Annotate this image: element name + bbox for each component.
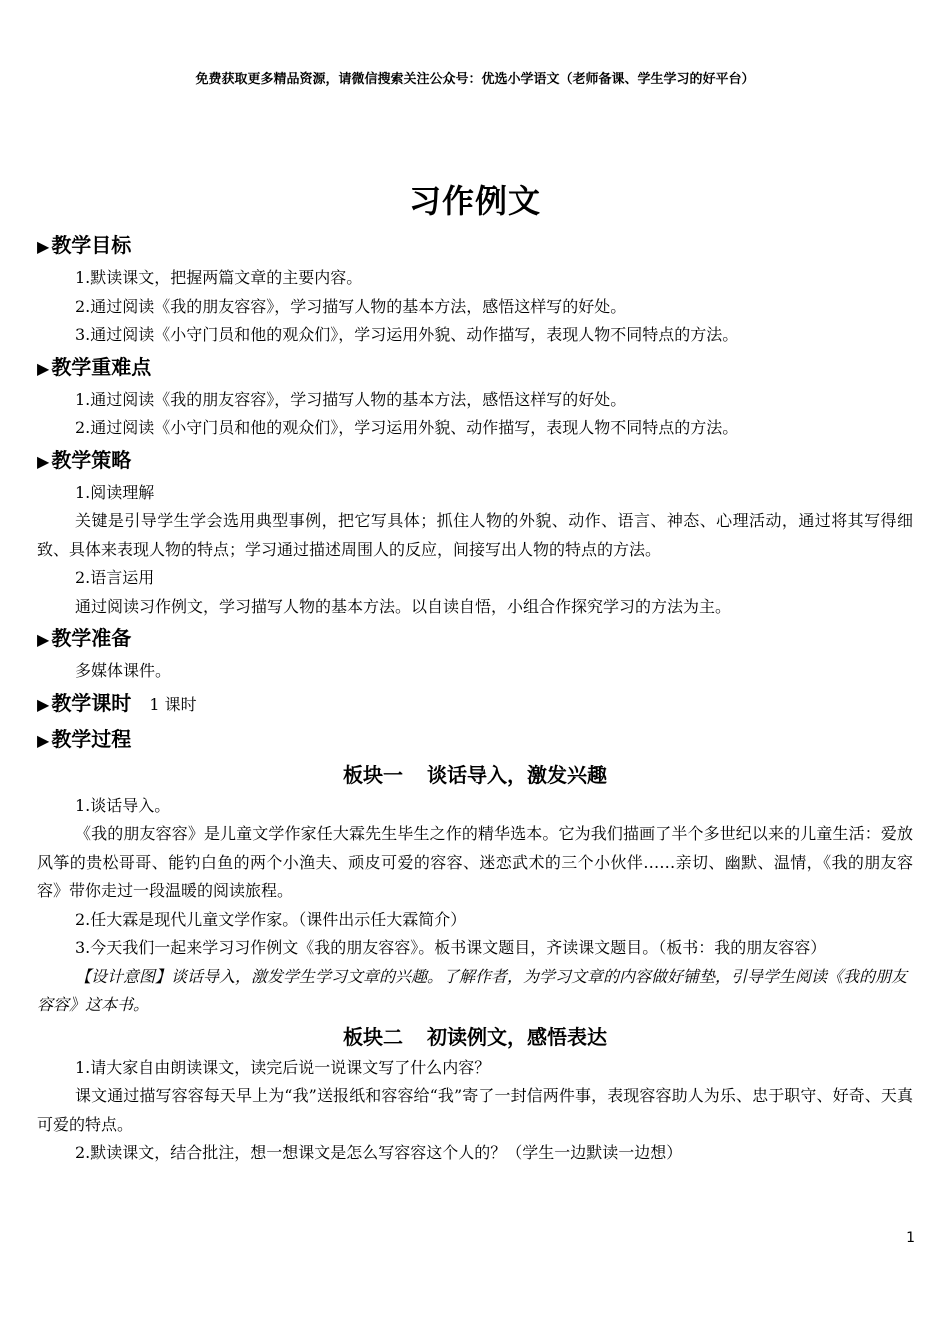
- triangle-bullet-icon: ▶: [37, 694, 50, 714]
- design-intent: 【设计意图】谈话导入，激发学生学习文章的兴趣。了解作者，为学习文章的内容做好铺垫，引导学生阅读《我的朋友容容》这本书。: [37, 966, 908, 1014]
- preparation-text: 多媒体课件。: [75, 661, 172, 680]
- triangle-bullet-icon: ▶: [37, 237, 50, 256]
- strategy-paragraph: 通过阅读习作例文，学习描写人物的基本方法。以自读自悟，小组合作探究学习的方法为主。: [75, 596, 732, 616]
- objective-item: 1.默读课文，把握两篇文章的主要内容。: [75, 268, 363, 287]
- objective-item: 3.通过阅读《小守门员和他的观众们》，学习运用外貌、动作描写，表现人物不同特点的方法。: [75, 325, 739, 344]
- key-point-item: 1.通过阅读《我的朋友容容》，学习描写人物的基本方法，感悟这样写的好处。: [75, 389, 627, 409]
- heading-text: 教学重难点: [51, 354, 152, 379]
- process-paragraph: 课文通过描写容容每天早上为“我”送报纸和容容给“我”寄了一封信两件事，表现容容助人为乐、忠于职守、好奇、天真可爱的特点。: [37, 1086, 913, 1134]
- section-heading-duration: [37, 686, 913, 722]
- section-heading-objectives: [37, 228, 913, 264]
- block-name: 谈话导入，激发兴趣: [427, 762, 607, 787]
- triangle-bullet-icon: ▶: [37, 730, 50, 750]
- heading-text: 教学课时: [51, 690, 132, 715]
- heading-text: 教学策略: [51, 447, 132, 472]
- heading-text: 教学准备: [51, 626, 132, 650]
- header-banner: 免费获取更多精品资源，请微信搜索关注公众号：优选小学语文（老师备课、学生学习的好平台）: [195, 72, 755, 87]
- strategy-item: 1.阅读理解: [75, 482, 155, 502]
- block-name: 初读例文，感悟表达: [427, 1024, 607, 1049]
- section-heading-preparation: [37, 621, 913, 657]
- block-heading-2: [37, 1020, 913, 1054]
- process-paragraph: 3.今天我们一起来学习习作例文《我的朋友容容》。板书课文题目，齐读课文题目。（板书：我的朋友容容）: [75, 938, 827, 957]
- triangle-bullet-icon: ▶: [37, 451, 50, 471]
- strategy-paragraph: 关键是引导学生学会选用典型事例，把它写具体；抓住人物的外貌、动作、语言、神态、心理活动，通过将其写得细致、具体来表现人物的特点；学习通过描述周围人的反应，间接写出人物的特点的方法。: [37, 511, 913, 559]
- page-number: 1: [906, 1230, 915, 1246]
- block-label: 板块二: [343, 1024, 403, 1049]
- section-heading-process: [37, 722, 913, 758]
- block-label: 板块一: [343, 762, 403, 787]
- page-title: 习作例文: [408, 182, 541, 220]
- duration-value: 1 课时: [149, 694, 197, 714]
- objective-item: 2.通过阅读《我的朋友容容》，学习描写人物的基本方法，感悟这样写的好处。: [75, 296, 627, 316]
- strategy-item: 2.语言运用: [75, 568, 155, 587]
- triangle-bullet-icon: ▶: [37, 358, 50, 378]
- process-paragraph: 1.请大家自由朗读课文，读完后说一说课文写了什么内容？: [75, 1057, 491, 1077]
- process-paragraph: 《我的朋友容容》是儿童文学作家任大霖先生毕生之作的精华选本。它为我们描画了半个多世纪以来的儿童生活：爱放风筝的贵松哥哥、能钓白鱼的两个小渔夫、顽皮可爱的容容、迷恋武术的三个小伙伴……亲切、幽默、温情，《我的朋友容容》带你走过一段温暖的阅读旅程。: [37, 824, 913, 900]
- triangle-bullet-icon: ▶: [37, 630, 50, 649]
- block-heading-1: [37, 758, 913, 792]
- document-body: [37, 228, 913, 1168]
- process-paragraph: 1.谈话导入。: [75, 795, 171, 815]
- process-paragraph: 2.任大霖是现代儿童文学作家。（课件出示任大霖简介）: [75, 909, 467, 929]
- heading-text: 教学过程: [51, 726, 132, 751]
- process-paragraph: 2.默读课文，结合批注，想一想课文是怎么写容容这个人的？（学生一边默读一边想）: [75, 1143, 683, 1162]
- section-heading-strategy: [37, 443, 913, 479]
- heading-text: 教学目标: [51, 233, 132, 257]
- section-heading-key-points: [37, 350, 913, 386]
- key-point-item: 2.通过阅读《小守门员和他的观众们》，学习运用外貌、动作描写，表现人物不同特点的方法。: [75, 418, 739, 437]
